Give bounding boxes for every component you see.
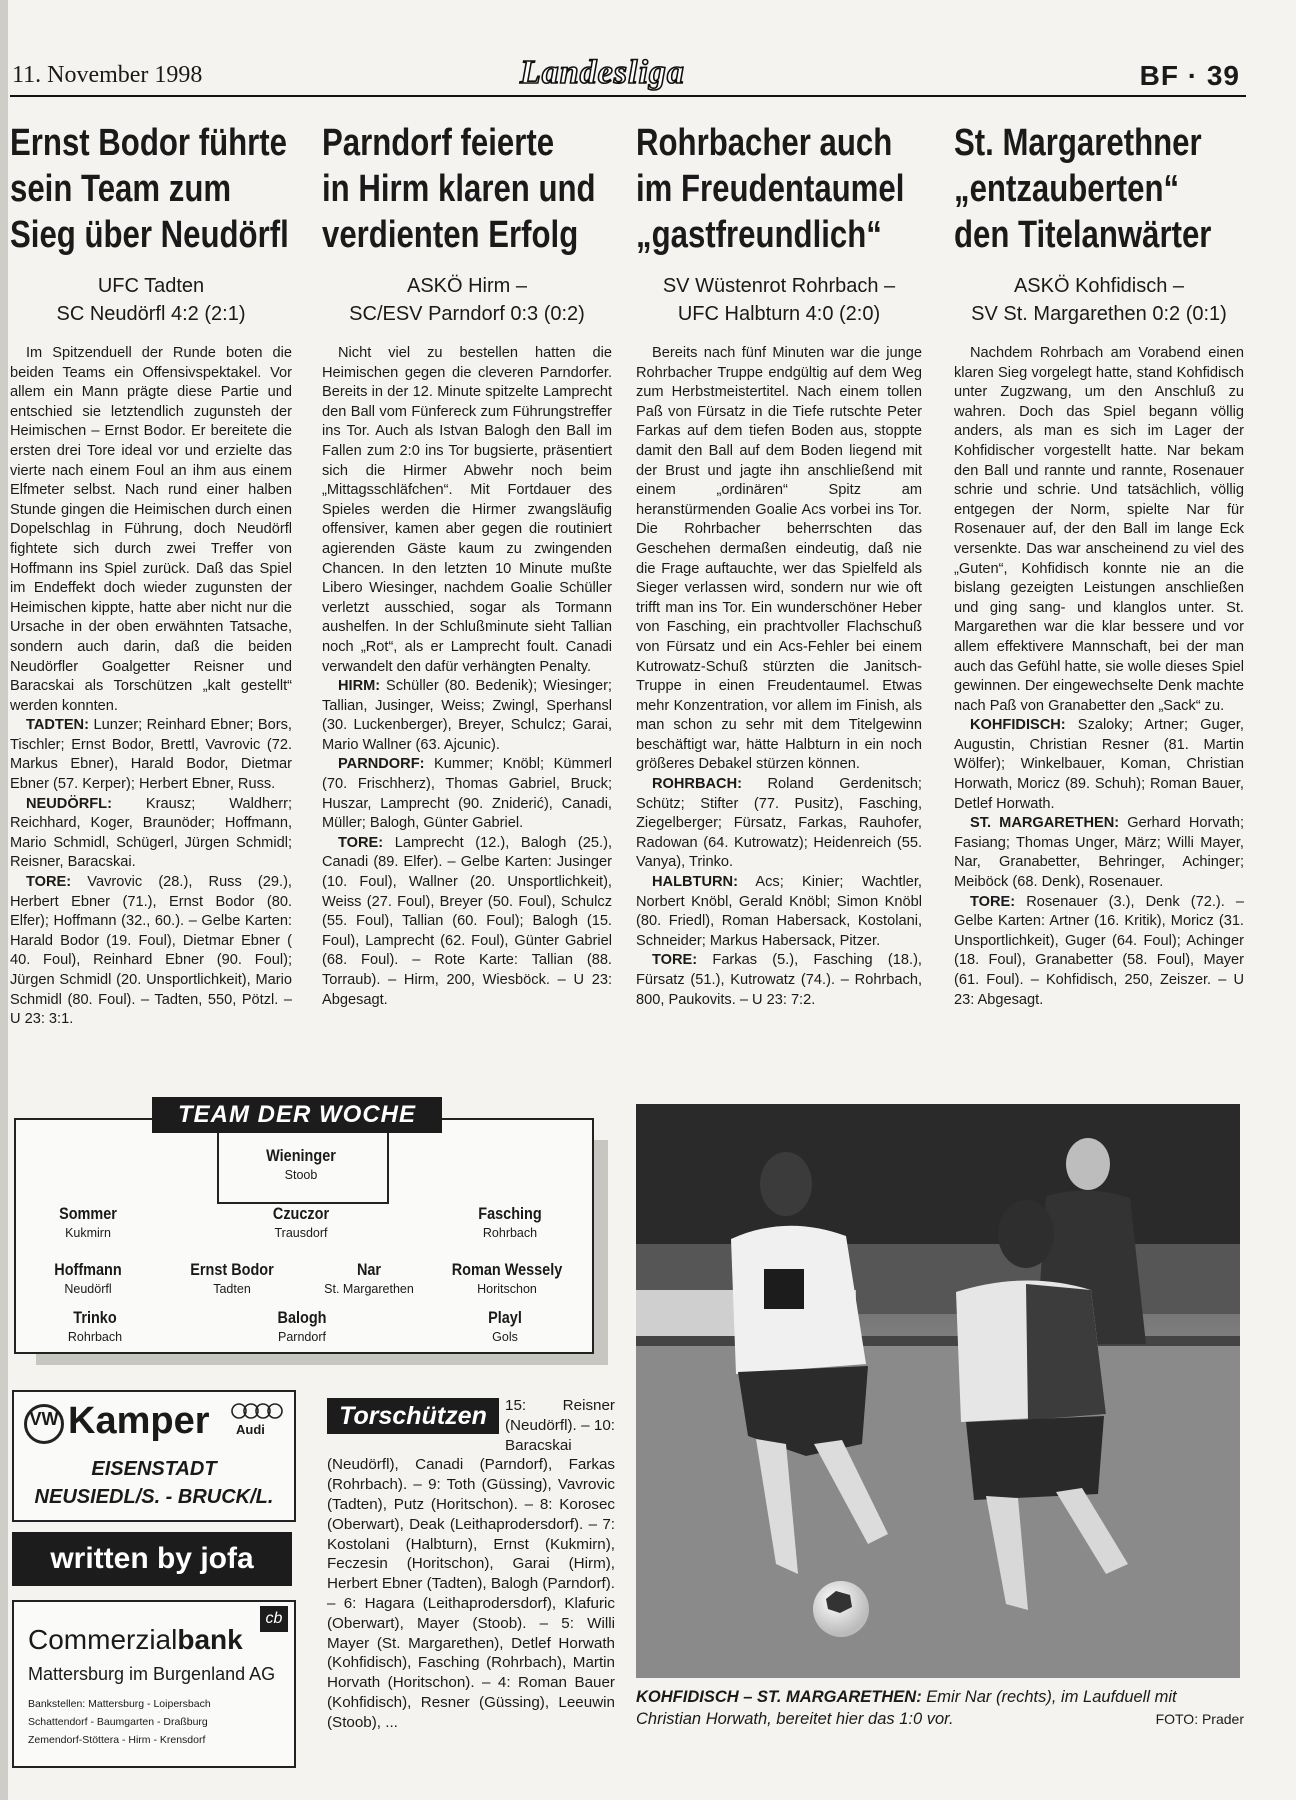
match-photo	[636, 1104, 1240, 1678]
lineup-paragraph	[10, 873, 292, 1030]
match-result	[636, 272, 922, 328]
lineup-label: ST. MARGARETHEN:	[970, 815, 1120, 832]
lineup-paragraph	[954, 893, 1244, 1011]
lineup-text: Szaloky; Artner; Guger, Augustin, Christian Resner (81. Martin Wölfer); Winkelbauer, Koman, Christian Horwath, Moricz (89. Schuh); Roman Bauer, Detlef Horwath.	[954, 717, 1244, 812]
team-player: Trinko Rohrbach	[67, 1308, 123, 1344]
jofa-banner: written by jofa	[12, 1532, 292, 1586]
article-text: Bereits nach fünf Minuten war die junge Rohrbacher Truppe endgültig auf dem Weg zum Herbstmeistertitel. Nach einem tollen Paß von Fürsatz in die Tiefe rutschte Peter Farkas auf dem tiefen Boden aus, stoppte damit den Ball auf dem Boden liegend mit der Brust und jagte ihn anschließend mit einem „ordinären“ Spitz am heranstürmenden Goalie Acs vorbei ins Tor. Die Rohrbacher beherrschten das Geschehen dermaßen eindeutig, daß nie die Frage auftauchte, wer das Spielfeld als Sieger verlassen wird, sondern nur wie oft trifft man ins Tor. Ein wunderschöner Heber von Fasching, ein prachtvoller Flachschuß von Fürsatz und ein Acs-Fehler bei einem Kutrowatz-Schuß stürzten die Janitsch-Truppe in einen Freudentaumel. Etwas mehr Konzentration, vor allem im Finish, als man schon zu sehr mit dem Titelgewinn beschäftigt war, hätte Halbturn in ein noch größeres Debakel stürzen können.	[636, 345, 922, 773]
article-body	[954, 344, 1244, 1010]
team-player: Wieninger Stoob	[266, 1146, 336, 1182]
lineup-label: TORE:	[26, 874, 72, 891]
team-player: Nar St. Margarethen	[324, 1260, 414, 1296]
kamper-location-1: EISENSTADT	[91, 1458, 217, 1480]
headline-line: Parndorf feierte	[322, 122, 555, 164]
team-player: Balogh Parndorf	[277, 1308, 327, 1344]
lineup-text: Roland Gerdenitsch; Schütz; Stifter (77. Pusitz), Fasching, Ziegelberger; Fürsatz, Farkas, Rauhofer, Radowan (64. Kutrowatz); Heidenreich (55. Vanya), Trinko.	[636, 776, 922, 871]
headline-line: verdienten Erfolg	[322, 214, 579, 256]
match-result-line: UFC Halbturn 4:0 (2:0)	[677, 303, 881, 325]
section-title: Landesliga	[520, 54, 685, 91]
lineup-paragraph	[10, 716, 292, 794]
kamper-name: Kamper	[68, 1400, 210, 1442]
lineup-label: TORE:	[338, 834, 384, 851]
header-rule	[10, 95, 1246, 97]
lineup-label: TORE:	[652, 952, 698, 969]
match-result-line: UFC Tadten	[97, 275, 205, 297]
kamper-ad[interactable]	[12, 1390, 296, 1522]
lineup-paragraph	[636, 873, 922, 951]
headline-line: „entzauberten“	[954, 168, 1180, 210]
match-result-line: ASKÖ Kohfidisch –	[1013, 275, 1185, 297]
headline-line: sein Team zum	[10, 168, 232, 210]
article-text: Im Spitzenduell der Runde boten die beiden Teams ein Offensivspektakel. Vor allem ein Mann prägte diese Partie und entschied sie letztendlich zugunsteh der Heimischen – Ernst Bodor. Er bereitete die ersten drei Tore ideal vor und erzielte das vierte nach einem Foul an ihm aus einem Elfmeter selbst. Nach rund einer halben Stunde gingen die Heimischen durch einen Dopelschlag in Führung, doch Neudörfl fightete sich durch zwei Treffer von Hoffmann ins Spiel zurück. Daß das Spiel im Endeffekt doch wieder zugunsten der Heimischen kippte, hatte aber nicht nur die Ursache in der oben erwähnten Tatsache, sondern auch darin, daß die beiden Neudörfler Goalgetter Reisner und Baracskai als Torschützen „kalt gestellt“ werden konnten.	[10, 345, 292, 714]
team-player: Ernst Bodor Tadten	[190, 1260, 274, 1296]
match-result-line: SC Neudörfl 4:2 (2:1)	[56, 303, 246, 325]
article-text: Nachdem Rohrbach am Vorabend einen klaren Sieg vorgelegt hatte, stand Kohfidisch unter Zugzwang, um den Anschluß zu wahren. Doch das Spiel begann völlig anders, als man es sich im Lager der Kohfidischer vorgestellt hatte. Nar bekam den Ball und rannte und rannte, Rosenauer schrie und schrie. Und tatsächlich, völlig entgegen der Norm, spielte Nar für Rosenauer auf, der den Ball im lange Eck versenkte. Das war anscheinend zu viel des „Guten“, Kohfidisch konnte nie an die bislang gezeigten Leistungen anschließen und ging sang- und klanglos unter. St. Margarethen war die klar bessere und vor allem effektivere Mannschaft, bei der man auch das Gefühl hatte, sie wolle dieses Spiel gewinnen. Der eingewechselte Denk machte nach Paß von Granabetter den „Sack“ zu.	[954, 345, 1244, 714]
article-kohfidisch-stmargarethen	[954, 120, 1244, 1010]
headline-line: St. Margarethner	[954, 122, 1202, 164]
team-player: Playl Gols	[488, 1308, 522, 1344]
lineup-paragraph	[322, 834, 612, 1010]
bank-logo-icon: cb	[260, 1606, 288, 1632]
lineup-label: HALBTURN:	[652, 874, 738, 891]
article-headline	[322, 120, 605, 258]
match-result	[954, 272, 1244, 328]
issue-date: 11. November 1998	[12, 62, 203, 88]
scorers-title: Torschützen	[327, 1398, 499, 1434]
headline-line: in Hirm klaren und	[322, 168, 596, 210]
photo-credit: FOTO: Prader	[1155, 1711, 1244, 1727]
page-edge	[0, 0, 8, 1800]
article-rohrbach-halbturn	[636, 120, 922, 1010]
lineup-paragraph	[636, 775, 922, 873]
article-body	[636, 344, 922, 1010]
lineup-text: Krausz; Waldherr; Reichhard, Koger, Braunöder; Hoffmann, Mario Schmidl, Schügerl, Jürgen Schmidl; Reisner, Baracskai.	[10, 795, 292, 871]
article-tadten-neudoerfl	[10, 120, 292, 1030]
lineup-text: Kummer; Knöbl; Kümmerl (70. Frischherz), Thomas Gabriel, Bruck; Huszar, Lamprecht (90. Zniderić), Canadi, Müller; Balogh, Günter Gabriel.	[322, 756, 612, 832]
article-headline	[10, 120, 293, 258]
headline-line: Ernst Bodor führte	[10, 122, 287, 164]
headline-line: im Freudentaumel	[636, 168, 905, 210]
bank-subtitle: Mattersburg im Burgenland AG	[28, 1664, 276, 1684]
bank-name: Commerzialbank	[28, 1624, 243, 1655]
article-headline	[636, 120, 919, 258]
lineup-text: Vavrovic (28.), Russ (29.), Herbert Ebner (71.), Ernst Bodor (80. Elfer); Hoffmann (32., 60.). – Gelbe Karten: Harald Bodor (19. Foul), Dietmar Ebner ( 40. Foul), Reinhard Ebner (90. Foul); Jürgen Schmidl (20. Unsportlichkeit), Mario Schmidl (80. Foul). – Tadten, 550, Pötzl. – U 23: 3:1.	[10, 874, 292, 1028]
headline-line: Sieg über Neudörfl	[10, 214, 289, 256]
lineup-text: Gerhard Horvath; Fasiang; Thomas Unger, März; Willi Mayer, Nar, Granabetter, Behringer, Achinger; Meiböck (68. Denk), Rosenauer.	[954, 815, 1245, 891]
match-result-line: ASKÖ Hirm –	[406, 275, 528, 297]
match-result-line: SC/ESV Parndorf 0:3 (0:2)	[349, 303, 585, 325]
lineup-label: NEUDÖRFL:	[26, 795, 112, 812]
bank-branches: Schattendorf - Baumgarten - Draßburg	[28, 1716, 208, 1728]
photo-caption: KOHFIDISCH – ST. MARGARETHEN: Emir Nar (rechts), im Laufduell mit Christian Horwath, bereitet hier das 1:0 vor. FOTO: Prader	[636, 1688, 1244, 1728]
headline-line: „gastfreundlich“	[636, 214, 882, 256]
lineup-label: TADTEN:	[26, 717, 89, 734]
article-body	[322, 344, 612, 1010]
lineup-text: Lamprecht (12.), Balogh (25.), Canadi (89. Elfer). – Gelbe Karten: Jusinger (10. Foul), Wallner (20. Unsportlichkeit), Weiss (27. Foul), Breyer (50. Foul), Schulcz (55. Foul), Tallian (60. Foul); Balogh (15. Foul), Lamprecht (62. Foul), Günter Gabriel (68. Foul). – Rote Karte: Tallian (88. Torraub). – Hirm, 200, Wiesböck. – U 23: Abgesagt.	[322, 834, 612, 1008]
lineup-text: Rosenauer (3.), Denk (72.). – Gelbe Karten: Artner (16. Kritik), Moricz (31. Unsportlichkeit), Guger (64. Foul); Achinger (18. Foul), Granabetter (58. Foul), Mayer (61. Foul). – Kohfidisch, 250, Zeiszer. – U 23: Abgesagt.	[954, 893, 1244, 1008]
lineup-paragraph	[636, 951, 922, 1010]
match-result-line: SV Wüstenrot Rohrbach –	[662, 275, 896, 297]
audi-rings-icon	[230, 1402, 286, 1420]
vw-logo-icon: VW	[24, 1404, 64, 1444]
team-player: Czuczor Trausdorf	[272, 1204, 330, 1240]
match-result	[322, 272, 612, 328]
lineup-label: PARNDORF:	[338, 756, 425, 773]
bank-branches: Bankstellen: Mattersburg - Loipersbach	[28, 1698, 211, 1710]
lineup-label: ROHRBACH:	[652, 776, 742, 793]
lineup-label: TORE:	[970, 893, 1016, 910]
match-result-line: SV St. Margarethen 0:2 (0:1)	[971, 303, 1227, 325]
match-result	[10, 272, 292, 328]
article-headline	[954, 120, 1237, 258]
team-of-week-title: TEAM DER WOCHE	[152, 1097, 442, 1133]
team-player: Hoffmann Neudörfl	[54, 1260, 122, 1296]
lineup-label: KOHFIDISCH:	[970, 717, 1066, 734]
page-number: BF · 39	[1139, 60, 1240, 91]
headline-line: Rohrbacher auch	[636, 122, 893, 164]
team-player: Sommer Kukmirn	[59, 1204, 117, 1240]
lineup-paragraph	[954, 716, 1244, 814]
lineup-text: Farkas (5.), Fasching (18.), Fürsatz (51.), Kutrowatz (74.). – Rohrbach, 800, Paukovits. – U 23: 7:2.	[636, 952, 922, 1008]
lineup-paragraph	[322, 755, 612, 833]
lineup-paragraph	[954, 814, 1244, 892]
lineup-text: Lunzer; Reinhard Ebner; Bors, Tischler; Ernst Bodor, Brettl, Vavrovic (72. Markus Ebner), Harald Bodor, Dietmar Ebner (57. Kerper); Herbert Ebner, Russ.	[10, 717, 292, 793]
team-player: Fasching Rohrbach	[478, 1204, 542, 1240]
team-player: Roman Wessely Horitschon	[451, 1260, 563, 1296]
commerzialbank-ad[interactable]	[12, 1600, 296, 1768]
audi-brand: Audi	[236, 1422, 265, 1437]
lineup-label: HIRM:	[338, 678, 381, 695]
article-text: Nicht viel zu bestellen hatten die Heimischen gegen die cleveren Parndorfer. Bereits in der 12. Minute spitzelte Lamprecht den Ball vom Fünfereck zum Führungstreffer ins Tor. Auch als Istvan Balogh den Ball im Fallen zum 2:0 ins Tor bugsierte, präsentiert sich die Hirmer Abwehr noch beim „Mittagsschläfchen“. Mit Fortdauer des Spieles werden die Hirmer zwangsläufig offensiver, kamen aber gegen die routiniert agierenden Gäste kaum zu zwingenden Chancen. In den letzten 10 Minute mußte Libero Wiesinger, nachdem Goalie Schüller verletzt ausschied, sogar als Tormann aushelfen. In der Schlußminute sieht Tallian noch „Rot“, als er Lamprecht foult. Canadi verwandelt den dafür verhängten Penalty.	[322, 345, 612, 675]
lineup-paragraph	[322, 677, 612, 755]
lineup-text: Acs; Kinier; Wachtler, Norbert Knöbl, Gerald Knöbl; Simon Knöbl (80. Friedl), Roman Habersack, Kostolani, Schneider; Markus Habersack, Pitzer.	[636, 874, 922, 949]
article-hirm-parndorf	[322, 120, 612, 1010]
scorers-list: 15: Reisner (Neudörfl). – 10: Baracskai (Neudörfl), Canadi (Parndorf), Farkas (Rohrbach). – 9: Toth (Güssing), Vavrovic (Tadten), Putz (Horitschon). – 8: Korosec (Oberwart), Deak (Leithaprodersdorf). – 7: Kostolani (Halbturn), Ernst (Kukmirn), Feczesin (Horitschon), Garai (Hirm), Herbert Ebner (Tadten), Balogh (Parndorf). – 6: Hagara (Leithaprodersdorf), Klafuric (Oberwart), Mayer (Stoob). – 5: Willi Mayer (St. Margarethen), Detlef Horwath (Kohfidisch), Fasching (Rohrbach), Martin Horvath (Horitschon). – 4: Roman Bauer (Kohfidisch), Resner (Güssing), Leeuwin (Stoob), ...	[327, 1397, 615, 1731]
lineup-paragraph	[10, 795, 292, 873]
kamper-location-2: NEUSIEDL/S. - BRUCK/L.	[34, 1486, 274, 1508]
headline-line: den Titelanwärter	[954, 214, 1212, 256]
lineup-text: Schüller (80. Bedenik); Wiesinger; Tallian, Jusinger, Weiss; Zwingl, Sperhansl (30. Luckenberger), Breyer, Schulcz; Garai, Mario Wallner (63. Ajcunic).	[322, 678, 612, 753]
match-photo-image	[636, 1104, 1240, 1678]
bank-branches: Zemendorf-Stöttera - Hirm - Krensdorf	[28, 1734, 206, 1746]
article-body	[10, 344, 292, 1030]
